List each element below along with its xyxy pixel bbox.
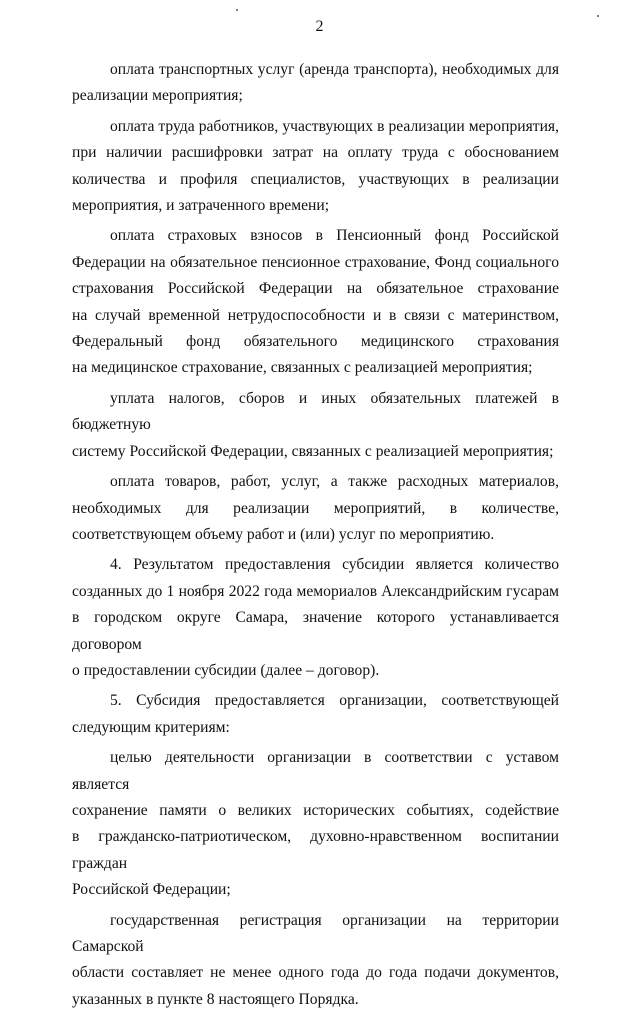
text-line: оплата товаров, работ, услуг, а также расходных материалов, — [110, 473, 559, 491]
text-line: 5. Субсидия предоставляется организации, соответствующей — [110, 692, 559, 710]
page-number: 2 — [315, 18, 324, 35]
text-line: 4. Результатом предоставления субсидии является количество — [110, 556, 559, 574]
text-line: при наличии расшифровки затрат на оплату труда с обоснованием — [72, 144, 559, 162]
text-line: Российской Федерации; — [72, 881, 231, 899]
paragraph — [72, 745, 559, 903]
text-line: на медицинское страхование, связанных с реализацией мероприятия; — [72, 359, 533, 377]
text-line: страхования Российской Федерации на обязательное страхование — [72, 280, 559, 298]
text-line: созданных до 1 ноября 2022 года мемориалов Александрийским гусарам — [72, 582, 559, 600]
text-line: области составляет не менее одного года до года подачи документов, — [72, 964, 559, 982]
text-line: мероприятия, и затраченного времени; — [72, 197, 330, 215]
text-line: сохранение памяти о великих исторических событиях, содействие — [72, 801, 559, 819]
text-line: в гражданско-патриотическом, духовно-нравственном воспитании граждан — [72, 828, 559, 872]
paragraph — [72, 908, 559, 1014]
paragraph — [72, 688, 559, 741]
paragraph — [72, 223, 559, 381]
text-line: реализации мероприятия; — [72, 87, 243, 105]
text-line: уплата налогов, сборов и иных обязательных платежей в бюджетную — [72, 389, 559, 434]
text-line: целью деятельности организации в соответствии с уставом является — [72, 749, 559, 793]
text-line: Федеральный фонд обязательного медицинского страхования — [72, 333, 559, 351]
text-line: Федерации на обязательное пенсионное страхование, Фонд социального — [72, 253, 559, 271]
paragraph — [72, 57, 559, 110]
text-line: соответствующем объему работ и (или) услуг по мероприятию. — [72, 525, 495, 543]
paragraph — [72, 469, 559, 548]
text-line: на случай временной нетрудоспособности и в связи с материнством, — [72, 306, 559, 324]
text-line: о предоставлении субсидии (далее – договор). — [72, 661, 380, 679]
text-line: указанных в пункте 8 настоящего Порядка. — [72, 990, 359, 1008]
text-line: необходимых для реализации мероприятий, в количестве, — [72, 499, 559, 517]
scan-speck — [597, 15, 599, 17]
text-line: оплата транспортных услуг (аренда транспорта), необходимых для — [110, 61, 559, 78]
paragraph — [72, 552, 559, 684]
paragraph — [72, 114, 559, 220]
text-line: систему Российской Федерации, связанных с реализацией мероприятия; — [72, 442, 554, 460]
text-line: оплата труда работников, участвующих в реализации мероприятия, — [110, 117, 559, 135]
text-line: количества и профиля специалистов, участвующих в реализации — [72, 170, 559, 188]
text-line: оплата страховых взносов в Пенсионный фонд Российской — [110, 227, 559, 245]
text-line: государственная регистрация организации на территории Самарской — [72, 911, 559, 955]
document-body — [72, 57, 559, 1017]
text-line: следующим критериям: — [72, 718, 230, 736]
scan-speck — [236, 9, 238, 11]
text-line: в городском округе Самара, значение которого устанавливается договором — [72, 609, 559, 653]
paragraph — [72, 386, 559, 465]
